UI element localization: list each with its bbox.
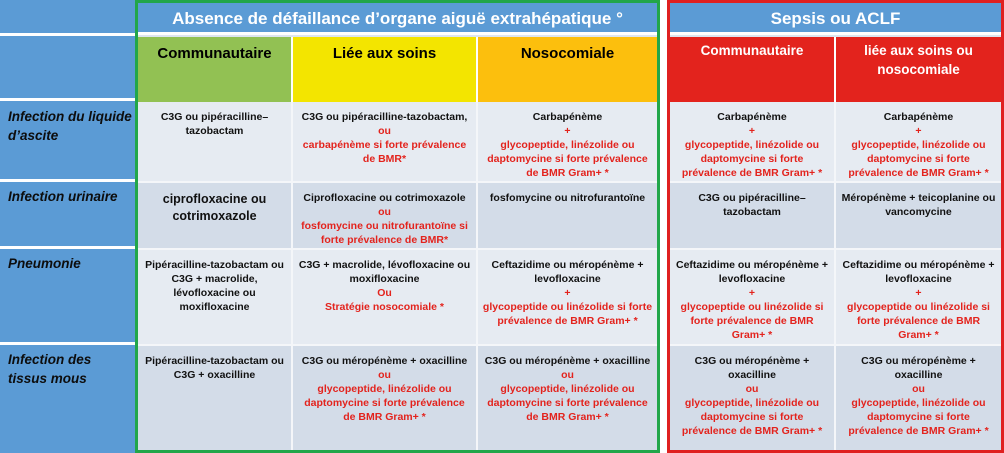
treatment-text: C3G ou méropénème + oxacilline <box>301 355 468 367</box>
divider <box>0 342 136 345</box>
group-title-no-organ-failure: Absence de défaillance d’organe aiguë extrahépatique ° <box>138 3 657 35</box>
alt-treatment-text: carbapénème si forte prévalence de BMR* <box>302 139 467 165</box>
alt-treatment-text: glycopeptide, linézolide ou daptomycine si forte prévalence de BMR Gram+ * <box>848 397 989 437</box>
treatment-text: Ceftazidime ou méropénème + levofloxacine <box>842 259 995 285</box>
cell-pneumonie-sepsis-liee-nosocomiale <box>836 250 1001 346</box>
cell-pneumonie-sepsis-communautaire <box>670 250 836 346</box>
alt-treatment-text: glycopeptide, linézolide ou daptomycine si forte prévalence de BMR Gram+ * <box>848 139 989 179</box>
divider <box>0 98 136 101</box>
col-header-sepsis-liee-nosocomiale: liée aux soins ou nosocomiale <box>836 37 1001 102</box>
treatment-text: ciprofloxacine ou cotrimoxazole <box>162 192 267 223</box>
treatment-text: C3G + macrolide, lévofloxacine ou moxifloxacine <box>298 259 471 285</box>
alt-connector: + <box>915 287 922 299</box>
row-label-column <box>0 0 136 453</box>
treatment-text: Pipéracilline-tazobactam ou C3G + macrolide, lévofloxacine ou moxifloxacine <box>145 259 284 313</box>
alt-treatment-text: glycopeptide ou linézolide si forte prévalence de BMR Gram+ * <box>847 301 990 341</box>
group-no-organ-failure <box>135 0 660 453</box>
treatment-text: Ceftazidime ou méropénème + levofloxacine <box>491 259 644 285</box>
treatment-text: C3G ou pipéracilline–tazobactam <box>160 111 269 137</box>
col-header-nosocomiale: Nosocomiale <box>478 37 657 102</box>
alt-connector: ou <box>912 383 925 395</box>
alt-treatment-text: glycopeptide ou linézolide si forte prévalence de BMR Gram+ * <box>680 301 824 341</box>
cell-ascite-communautaire <box>138 102 293 183</box>
treatment-text: Méropénème + teicoplanine ou vancomycine <box>841 192 996 218</box>
cell-tissus-mous-sepsis-liee-nosocomiale <box>836 346 1001 450</box>
alt-treatment-text: glycopeptide, linézolide ou daptomycine si forte prévalence de BMR Gram+ * <box>304 383 465 423</box>
alt-connector: ou <box>561 369 574 381</box>
row-label-pneumonie: Pneumonie <box>8 256 81 271</box>
cell-urinaire-nosocomiale <box>478 183 657 250</box>
alt-connector: ou <box>378 125 391 137</box>
cell-tissus-mous-sepsis-communautaire <box>670 346 836 450</box>
cell-pneumonie-communautaire <box>138 250 293 346</box>
cell-urinaire-sepsis-communautaire <box>670 183 836 250</box>
col-header-sepsis-communautaire: Communautaire <box>670 37 836 102</box>
alt-connector: ou <box>745 383 759 395</box>
cell-urinaire-liee-aux-soins <box>293 183 478 250</box>
divider <box>0 179 136 182</box>
alt-treatment-text: glycopeptide ou linézolide si forte prévalence de BMR Gram+ * <box>482 301 653 327</box>
treatment-text: C3G ou pipéracilline-tazobactam, <box>301 111 468 123</box>
alt-connector: + <box>748 287 756 299</box>
treatment-text: Pipéracilline-tazobactam ou C3G + oxacilline <box>145 355 284 381</box>
alt-connector: + <box>748 125 756 137</box>
cell-ascite-liee-aux-soins <box>293 102 478 183</box>
divider <box>0 33 136 36</box>
alt-treatment-text: glycopeptide, linézolide ou daptomycine si forte prévalence de BMR Gram+ * <box>681 139 823 179</box>
treatment-text: Ceftazidime ou méropénème + levofloxacine <box>676 259 828 285</box>
cell-ascite-sepsis-communautaire <box>670 102 836 183</box>
alt-connector: Ou <box>377 287 392 299</box>
alt-connector: + <box>564 287 571 299</box>
alt-treatment-text: fosfomycine ou nitrofurantoïne si forte prévalence de BMR* <box>301 220 468 246</box>
cell-ascite-nosocomiale <box>478 102 657 183</box>
treatment-text: Carbapénème <box>532 111 603 123</box>
treatment-text: C3G ou pipéracilline–tazobactam <box>698 192 806 218</box>
alt-connector: ou <box>378 206 391 218</box>
alt-treatment-text: glycopeptide, linézolide ou daptomycine si forte prévalence de BMR Gram+ * <box>681 397 823 437</box>
group-sepsis-aclf <box>667 0 1004 453</box>
cell-tissus-mous-liee-aux-soins <box>293 346 478 450</box>
alt-treatment-text: Stratégie nosocomiale * <box>324 301 445 313</box>
treatment-text: Ciprofloxacine ou cotrimoxazole <box>303 192 466 204</box>
cell-urinaire-sepsis-liee-nosocomiale <box>836 183 1001 250</box>
alt-connector: + <box>564 125 571 137</box>
row-label-ascite: Infection du liquide d’ascite <box>8 109 132 143</box>
treatment-text: fosfomycine ou nitrofurantoïne <box>489 192 646 204</box>
cell-tissus-mous-nosocomiale <box>478 346 657 450</box>
row-label-urinaire: Infection urinaire <box>8 189 118 204</box>
cell-urinaire-communautaire <box>138 183 293 250</box>
alt-treatment-text: glycopeptide, linézolide ou daptomycine si forte prévalence de BMR Gram+ * <box>487 139 648 179</box>
treatment-text: C3G ou méropénème + oxacilline <box>694 355 810 381</box>
group-title-sepsis: Sepsis ou ACLF <box>670 3 1001 35</box>
row-label-tissus-mous: Infection des tissus mous <box>8 352 92 386</box>
treatment-text: Carbapénème <box>883 111 954 123</box>
cell-pneumonie-nosocomiale <box>478 250 657 346</box>
cell-ascite-sepsis-liee-nosocomiale <box>836 102 1001 183</box>
cell-tissus-mous-communautaire <box>138 346 293 450</box>
divider <box>0 246 136 249</box>
treatment-text: C3G ou méropénème + oxacilline <box>484 355 651 367</box>
cell-pneumonie-liee-aux-soins <box>293 250 478 346</box>
treatment-text: Carbapénème <box>717 111 787 123</box>
treatment-text: C3G ou méropénème + oxacilline <box>861 355 976 381</box>
col-header-liee-aux-soins: Liée aux soins <box>293 37 478 102</box>
alt-connector: ou <box>378 369 391 381</box>
alt-connector: + <box>915 125 922 137</box>
alt-treatment-text: glycopeptide, linézolide ou daptomycine si forte prévalence de BMR Gram+ * <box>487 383 648 423</box>
col-header-communautaire: Communautaire <box>138 37 293 102</box>
